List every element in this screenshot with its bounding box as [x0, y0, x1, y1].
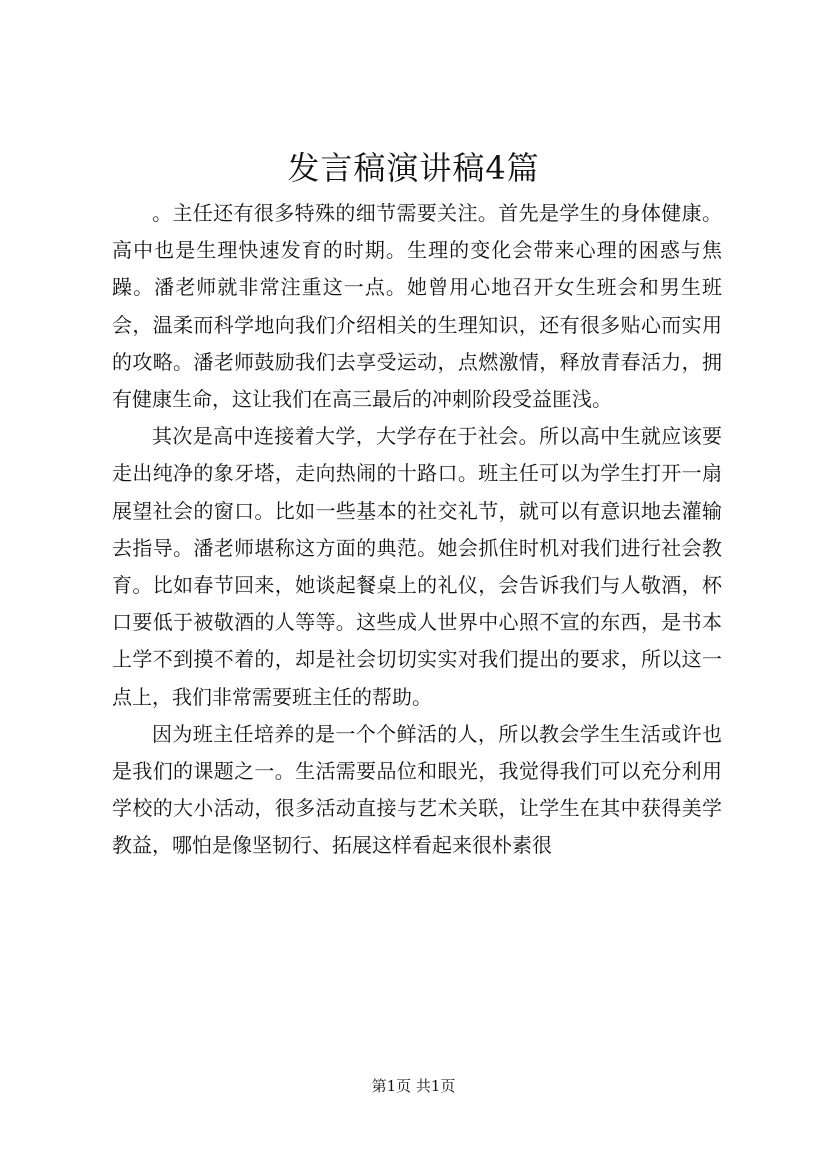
paragraph-1: 。主任还有很多特殊的细节需要关注。首先是学生的身体健康。高中也是生理快速发育的时期。生理的变化会带来心理的困惑与焦躁。潘老师就非常注重这一点。她曾用心地召开女生班会和男生班会，温柔而科学地向我们介绍相关的生理知识，还有很多贴心而实用的攻略。潘老师鼓励我们去享受运动，点燃激情，释放青春活力，拥有健康生命，这让我们在高三最后的冲刺阶段受益匪浅。: [112, 201, 722, 412]
paragraph-2: 其次是高中连接着大学，大学存在于社会。所以高中生就应该要走出纯净的象牙塔，走向热闹的十路口。班主任可以为学生打开一扇展望社会的窗口。比如一些基本的社交礼节，就可以有意识地去灌输去指导。潘老师堪称这方面的典范。她会抓住时机对我们进行社会教育。比如春节回来，她谈起餐桌上的礼仪，会告诉我们与人敬酒，杯口要低于被敬酒的人等等。这些成人世界中心照不宣的东西，是书本上学不到摸不着的，却是社会切切实实对我们提出的要求，所以这一点上，我们非常需要班主任的帮助。: [112, 424, 722, 709]
page-number-footer: 第1页 共1页: [371, 1077, 456, 1095]
document-title: 发言稿演讲稿4篇: [287, 149, 540, 187]
paragraph-3: 因为班主任培养的是一个个鲜活的人，所以教会学生生活或许也是我们的课题之一。生活需要品位和眼光，我觉得我们可以充分利用学校的大小活动，很多活动直接与艺术关联，让学生在其中获得美学教益，哪怕是像坚韧行、拓展这样看起来很朴素很: [112, 721, 722, 858]
document-body: [112, 195, 722, 865]
